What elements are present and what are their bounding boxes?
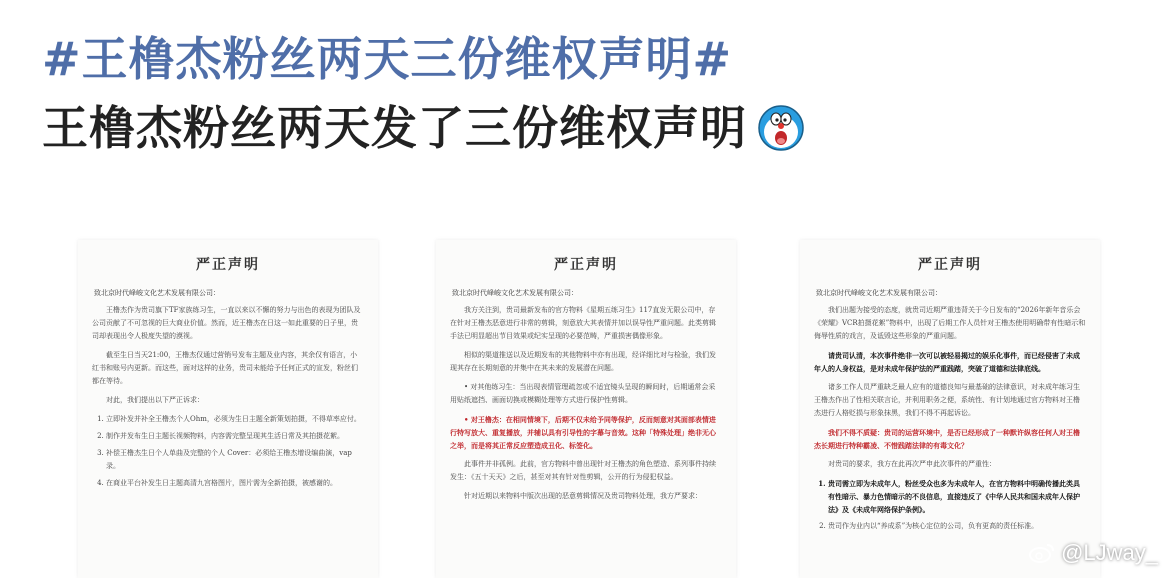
- document-paragraph: 我方关注到，贵司最新发布的官方物料《星期五练习生》117直发无限公司中，存在针对王橹杰恶意进行非常的剪辑，刻意放大其表情并加以误导性严重问题。此类剪辑手法已明显超出节目效果或纪实呈现的必要范畴，严重损害偶像形象。: [450, 306, 716, 340]
- demand-item: 1. 立即补发并补全王橹杰个人Ohm，必须为生日主题全新策划拍摄，不得草率应付。: [106, 413, 364, 426]
- highlighted-paragraph: • 对王橹杰：在相同情境下，后期不仅未给予同等保护，反而刻意对其面部表情进行特写放大、重复播放，并辅以具有引导性的字幕与音效。这种「特殊处理」绝非无心之举，而是将其正常反应塑造成丑化、标签化。: [450, 415, 716, 450]
- hashtag-title[interactable]: #王橹杰粉丝两天三份维权声明#: [42, 32, 733, 86]
- document-paragraph: 相似的渠道推送以及近期发布的其他物料中亦有出现，经详细比对与检验，我们发现其存在长期刻意的并集中在其未来的发展潜在问题。: [450, 351, 716, 372]
- document-paragraph: 截至生日当天21:00，王橹杰仅通过营销号发布主题及业内容，其余仅有语言，小红书和账号内更新。而这些，面对这样的业务，贵司未能给予任何正式的宣发，粉丝们都在等待。: [92, 351, 358, 385]
- demand-item: 1. 贵司需立即为未成年人，粉丝受众也多为未成年人，在官方物料中明确传播此类具有性暗示、暴力色情暗示的不良信息，直接违反了《中华人民共和国未成年人保护法》及《未成年网络保护条例》。: [828, 477, 1086, 516]
- document-paragraph: 此事件并非孤例。此前，官方物料中曾出现针对王橹杰的角色塑造、系列事件持续发生：《五十天天》之后，甚至对其有针对性剪辑，公开的行为侵犯权益。: [450, 460, 716, 481]
- doraemon-surprised-icon: [757, 104, 805, 152]
- document-addressee: 致北京时代峰峻文化艺术发展有限公司：: [816, 289, 942, 297]
- document-title: 严正声明: [918, 257, 982, 273]
- document-title: 严正声明: [554, 257, 618, 273]
- demand-list: [92, 413, 364, 490]
- statement-document-3: [800, 240, 1100, 578]
- demand-item: 2. 贵司作为业内以“养成系”为核心定位的公司，负有更高的责任标准。: [828, 520, 1086, 533]
- statement-document-1: [78, 240, 378, 578]
- watermark: [1029, 540, 1158, 566]
- emphasized-paragraph: 请贵司认清，本次事件绝非一次可以被轻易揭过的娱乐化事件，而已经侵害了未成年人的人身权益，是对未成年保护法的严重践踏，突破了道德和法律底线。: [814, 351, 1080, 373]
- statement-document-2: [436, 240, 736, 578]
- demand-item: 3. 补偿王橹杰生日个人单曲及完整的个人 Cover：必须给王橹杰增设编曲演，vap 录。: [106, 447, 364, 473]
- watermark-text: @LJway_: [1061, 540, 1158, 565]
- demand-item: 4. 在商业平台补发生日主题高清九宫格图片，图片需为全新拍摄，被感谢的。: [106, 477, 364, 490]
- document-addressee: 致北京时代峰峻文化艺术发展有限公司：: [452, 289, 578, 297]
- document-paragraph: 对贵司的要求，我方在此再次严申此次事件的严重性：: [828, 460, 996, 468]
- document-paragraph: • 对其他练习生：当出现表情管理疏忽或不适宜镜头呈现的瞬间时，后期通常会采用贴纸遮挡、画面切换或模糊处理等方式进行保护性剪辑。: [450, 383, 716, 404]
- document-paragraph: 我们出题为接受的态度，就贵司近期严重违背关于今日发布的“2026年新年音乐会《荣耀》VCR拍摄花絮”物料中，出现了后期工作人员针对王橹杰使用明确带有性暗示和侮辱性质的戏言，及诋毁这些形象的严重问题。: [814, 306, 1086, 340]
- highlighted-paragraph: 我们不得不质疑：贵司的运营环境中，是否已经形成了一种默许纵容任何人对王橹杰长期进行特种霸凌、不惜践踏法律的有毒文化？: [814, 428, 1080, 450]
- weibo-logo-icon: [1029, 542, 1055, 564]
- headline: [42, 96, 805, 160]
- document-paragraph: 对此，我们提出以下严正诉求：: [106, 396, 204, 404]
- demand-item: 2. 制作并发布生日主题长视频物料，内容需完整呈现其生活日常及其拍摄花絮。: [106, 430, 364, 443]
- headline-text: 王橹杰粉丝两天发了三份维权声明: [42, 101, 747, 155]
- document-paragraph: 王橹杰作为贵司旗下TF家族练习生，一直以来以不懈的努力与出色的表现为团队及公司贡献了不可忽视的巨大商业价值。然而，近王橹杰在日这一如此重要的日子里，贵司却表现出令人极度失望的漠视。: [92, 306, 361, 340]
- document-paragraph: 针对近期以来物料中版次出现的恶意剪辑情况及贵司物料处理，我方严要求：: [464, 492, 702, 500]
- demand-list: [814, 477, 1086, 533]
- document-title: 严正声明: [196, 257, 260, 273]
- document-paragraph: 诸多工作人员严重缺乏最人应有的道德良知与最基础的法律意识，对未成年练习生王橹杰作出了性相关联言论，并利用职务之便，系统性、有计划地通过官方物料对王橹杰进行人格贬损与形象抹黑，我们不得不再起诉讼。: [814, 383, 1080, 417]
- document-addressee: 致北京时代峰峻文化艺术发展有限公司：: [94, 289, 220, 297]
